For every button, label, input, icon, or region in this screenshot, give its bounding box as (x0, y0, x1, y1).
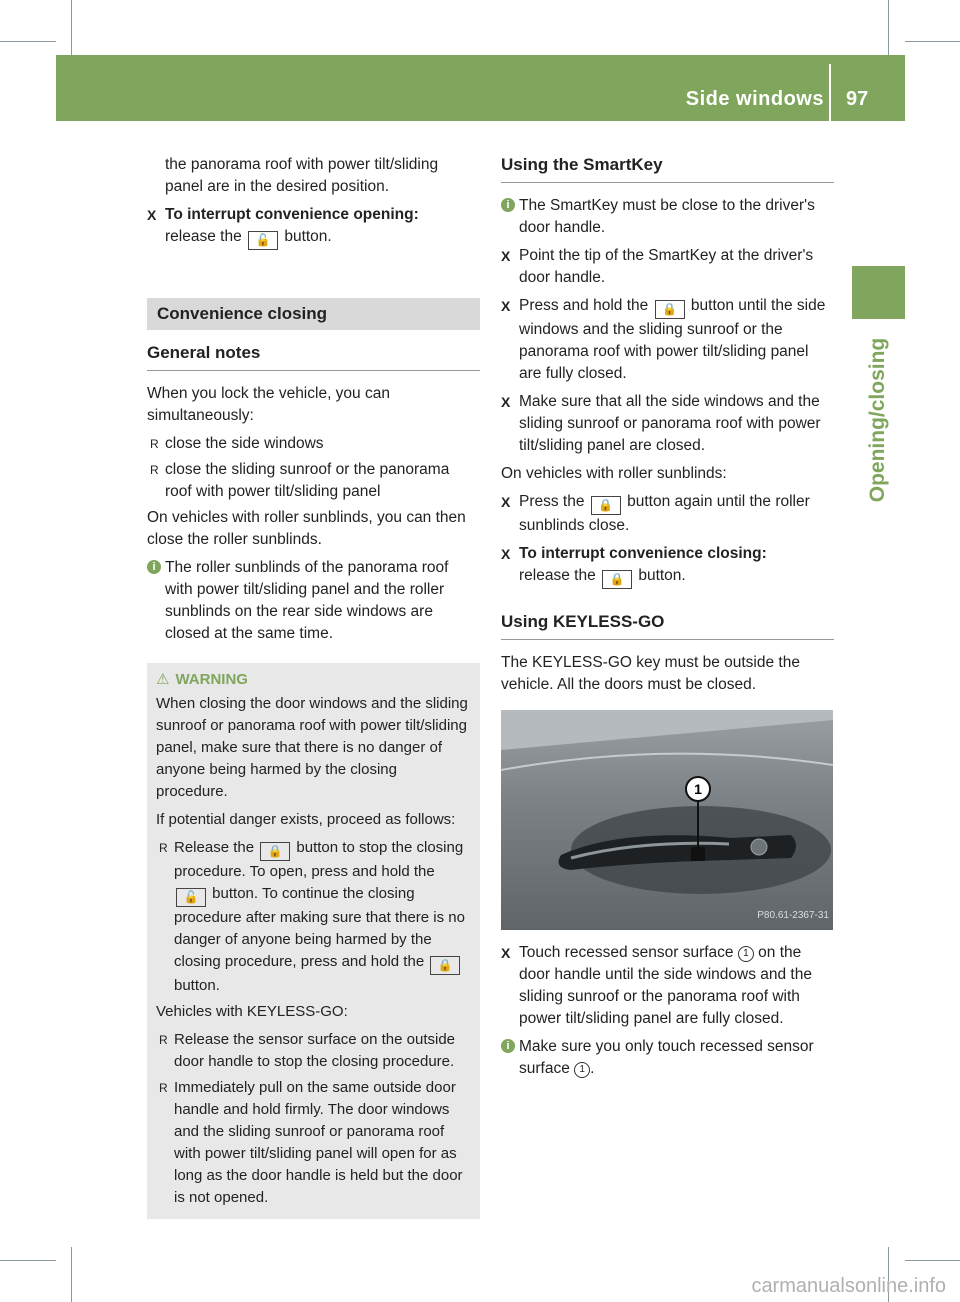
step-item: X Point the tip of the SmartKey at the driver's door handle. (501, 245, 834, 289)
info-icon: i (501, 1039, 515, 1053)
info-note (501, 1036, 834, 1080)
keyless-text: The KEYLESS-GO key must be outside the vehicle. All the doors must be closed. (501, 654, 800, 693)
interrupt-closing-post: button. (638, 567, 686, 584)
crop-mark (0, 41, 56, 42)
intro-text: the panorama roof with power tilt/sliding panel are in the desired position. (165, 156, 439, 195)
list-item: R close the sliding sunroof or the panorama roof with power tilt/sliding panel (147, 459, 480, 503)
step-5-post: on the door handle until the side windows and the sliding sunroof or the panorama roof with power tilt/sliding panel are fully closed. (519, 944, 812, 1027)
info-note (147, 557, 480, 645)
roller-text-right: On vehicles with roller sunblinds: (501, 465, 727, 482)
interrupt-closing-step (501, 543, 834, 589)
subheading-general-notes: General notes (147, 342, 480, 371)
info-note (501, 195, 834, 239)
lock-icon: 🔒 (260, 842, 290, 861)
lock-icon: 🔒 (602, 570, 632, 589)
list-item: R Release the sensor surface on the outside door handle to stop the closing procedure. (156, 1029, 471, 1073)
warning-title-text: WARNING (175, 671, 248, 688)
step-item (501, 295, 834, 385)
warning-title (156, 669, 471, 691)
interrupt-opening-step (147, 204, 480, 250)
right-column (501, 154, 834, 1086)
interrupt-opening-pre: release the (165, 228, 242, 245)
side-tab (852, 266, 905, 319)
warning-bullet-1-mid2: button. To continue the closing procedure after making sure that there is no danger of anyone being harmed by the closing procedure, press and hold the (174, 885, 465, 970)
warning-icon: ⚠ (156, 671, 170, 688)
list-item (156, 837, 471, 997)
list-item: R Immediately pull on the same outside door handle and hold firmly. The door windows and the sliding sunroof or panorama roof with power tilt/sliding panel will open for as long as the door handle is held but the door is not opened. (156, 1077, 471, 1209)
info-2-post: . (590, 1060, 595, 1077)
page-number: 97 (846, 88, 869, 110)
interrupt-opening-post: button. (284, 228, 332, 245)
warning-bullet-1-post: button. (174, 977, 220, 994)
step-item: X Make sure that all the side windows and the sliding sunroof or panorama roof with power tilt/sliding panel are closed. (501, 391, 834, 457)
lock-icon: 🔒 (655, 300, 685, 319)
warning-danger-text: If potential danger exists, proceed as follows: (156, 811, 456, 828)
warning-keyless-text: Vehicles with KEYLESS-GO: (156, 1003, 348, 1020)
crop-mark (888, 0, 889, 55)
step-2-pre: Press and hold the (519, 297, 649, 314)
step-4-pre: Press the (519, 493, 585, 510)
step-item (501, 942, 834, 1030)
callout-marker: 1 (574, 1062, 590, 1078)
smartkey-info: The SmartKey must be close to the driver's door handle. (519, 197, 815, 236)
callout-marker: 1 (738, 946, 754, 962)
subheading-keyless-go: Using KEYLESS-GO (501, 611, 834, 640)
roller-text: On vehicles with roller sunblinds, you can then close the roller sunblinds. (147, 509, 466, 548)
crop-mark (905, 1260, 960, 1261)
door-handle-photo (501, 710, 833, 930)
door-handle-illustration (501, 710, 833, 930)
lock-icon: 🔒 (591, 496, 621, 515)
header-divider (829, 64, 831, 121)
step-item (501, 491, 834, 537)
warning-box (147, 663, 480, 1219)
photo-code: P80.61-2367-31 (757, 910, 829, 921)
lock-icon: 🔒 (430, 956, 460, 975)
watermark: carmanualsonline.info (751, 1275, 946, 1297)
interrupt-closing-pre: release the (519, 567, 596, 584)
crop-mark (905, 41, 960, 42)
info-text: The roller sunblinds of the panorama roof with power tilt/sliding panel and the roller sunblinds on the rear side windows are closed at the same time. (165, 559, 449, 642)
info-icon: i (147, 560, 161, 574)
page-title: Side windows (685, 88, 824, 110)
step-2-post: button until the side windows and the sliding sunroof or the panorama roof with power tilt/sliding panel are fully closed. (519, 297, 826, 382)
interrupt-closing-title: X To interrupt convenience closing: (519, 545, 767, 562)
section-heading: Convenience closing (147, 298, 480, 330)
crop-mark (0, 1260, 56, 1261)
unlock-icon: 🔓 (248, 231, 278, 250)
info-2-pre: Make sure you only touch recessed sensor surface (519, 1038, 814, 1077)
crop-mark (71, 1247, 72, 1302)
crop-mark (71, 0, 72, 55)
left-column (147, 154, 480, 1219)
interrupt-opening-title: X To interrupt convenience opening: (165, 206, 419, 223)
subheading-smartkey: Using the SmartKey (501, 154, 834, 183)
warning-text: When closing the door windows and the sliding sunroof or panorama roof with power tilt/sliding panel, make sure that there is no danger of anyone being harmed by the closing procedure. (156, 695, 468, 800)
chapter-label: Opening/closing (866, 337, 889, 503)
unlock-icon: 🔓 (176, 888, 206, 907)
warning-bullet-1-pre: Release the (174, 839, 255, 856)
photo-callout: 1 (694, 781, 702, 797)
step-4-post: button again until the roller sunblinds close. (519, 493, 810, 534)
list-item: R close the side windows (147, 433, 480, 455)
step-5-pre: Touch recessed sensor surface (519, 944, 734, 961)
info-icon: i (501, 198, 515, 212)
warning-bullet-1-mid: button to stop the closing procedure. To open, press and hold the (174, 839, 464, 880)
general-text: When you lock the vehicle, you can simultaneously: (147, 385, 390, 424)
